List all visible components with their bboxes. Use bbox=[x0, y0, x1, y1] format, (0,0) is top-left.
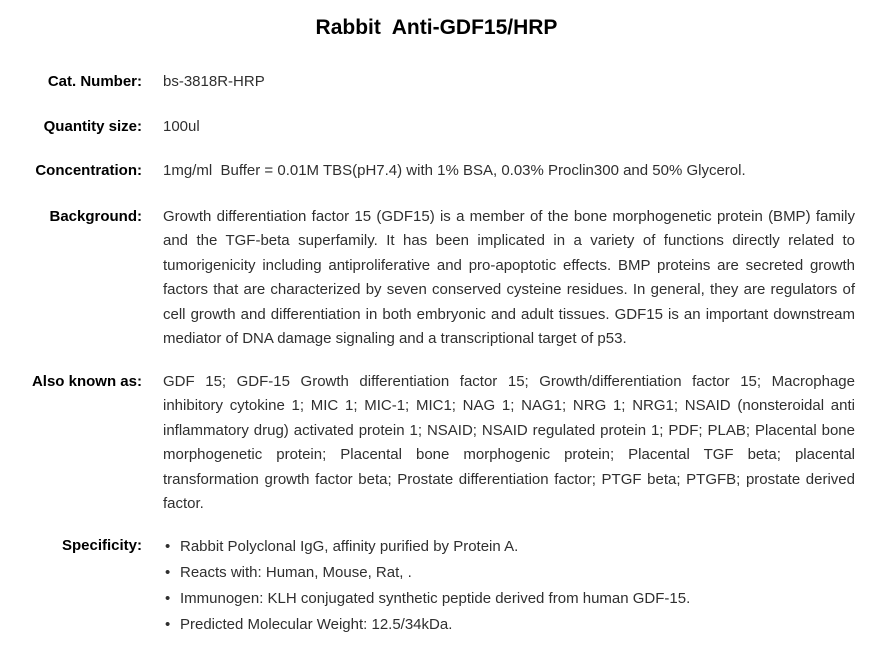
bullet-icon: • bbox=[165, 537, 171, 555]
label-quantity-size: Quantity size: bbox=[43, 117, 142, 135]
bullet-text: Predicted Molecular Weight: 12.5/34kDa. bbox=[180, 615, 453, 633]
bullet-text: Immunogen: KLH conjugated synthetic peptide derived from human GDF-15. bbox=[180, 589, 691, 607]
bullet-text: Reacts with: Human, Mouse, Rat, . bbox=[180, 563, 412, 581]
list-item bbox=[163, 612, 855, 638]
label-cat-number: Cat. Number: bbox=[47, 73, 142, 90]
label-background: Background: bbox=[49, 207, 142, 225]
list-item bbox=[163, 560, 855, 586]
bullet-icon: • bbox=[165, 615, 171, 633]
field-row-quantity-size bbox=[0, 115, 873, 140]
bullet-icon: • bbox=[165, 589, 171, 607]
value-specificity bbox=[163, 534, 855, 638]
specificity-bullet-list bbox=[163, 534, 855, 638]
field-row-cat-number bbox=[0, 70, 873, 95]
field-row-concentration bbox=[0, 159, 873, 184]
field-row-also-known-as bbox=[0, 370, 873, 517]
value-quantity-size: 100ul bbox=[163, 117, 200, 135]
field-row-background bbox=[0, 205, 873, 352]
list-item bbox=[163, 586, 855, 612]
list-item bbox=[163, 534, 855, 560]
bullet-text: Rabbit Polyclonal IgG, affinity purified by Protein A. bbox=[180, 537, 519, 555]
value-also-known-as: GDF 15; GDF-15 Growth differentiation factor 15; Growth/differentiation factor 15; Macrophage inhibitory cytokine 1; MIC 1; MIC-1; MIC1; NAG 1; NAG1; NRG 1; NRG1; NSAID (nonsteroidal anti inflammatory drug) activated protein 1; NSAID; NSAID regulated protein 1; PDF; PLAB; Placental bone morphogenetic protein; Placental bone morphogenic protein; Placental TGF beta; placental transformation growth factor beta; Prostate differentiation factor; PTGF beta; PTGFB; prostate derived factor. bbox=[163, 372, 855, 512]
field-row-specificity bbox=[0, 534, 873, 638]
label-specificity: Specificity: bbox=[61, 536, 142, 554]
label-also-known-as: Also known as: bbox=[31, 372, 142, 390]
value-background: Growth differentiation factor 15 (GDF15) is a member of the bone morphogenetic protein (BMP) family and the TGF-beta superfamily. It has been implicated in a variety of functions directly related to tumorigenicity including antiproliferative and pro-apoptotic effects. BMP proteins are secreted growth factors that are characterized by seven conserved cysteine residues. In general, they are regulators of cell growth and differentiation in both embryonic and adult tissues. GDF15 is an important downstream mediator of DNA damage signaling and a transcriptional target of p53. bbox=[163, 207, 855, 347]
value-concentration: 1mg/ml Buffer = 0.01M TBS(pH7.4) with 1% BSA, 0.03% Proclin300 and 50% Glycerol. bbox=[163, 162, 746, 179]
label-concentration: Concentration: bbox=[35, 162, 142, 179]
value-cat-number: bs-3818R-HRP bbox=[163, 73, 265, 90]
page-title: Rabbit Anti-GDF15/HRP bbox=[315, 16, 558, 39]
bullet-icon: • bbox=[165, 563, 171, 581]
